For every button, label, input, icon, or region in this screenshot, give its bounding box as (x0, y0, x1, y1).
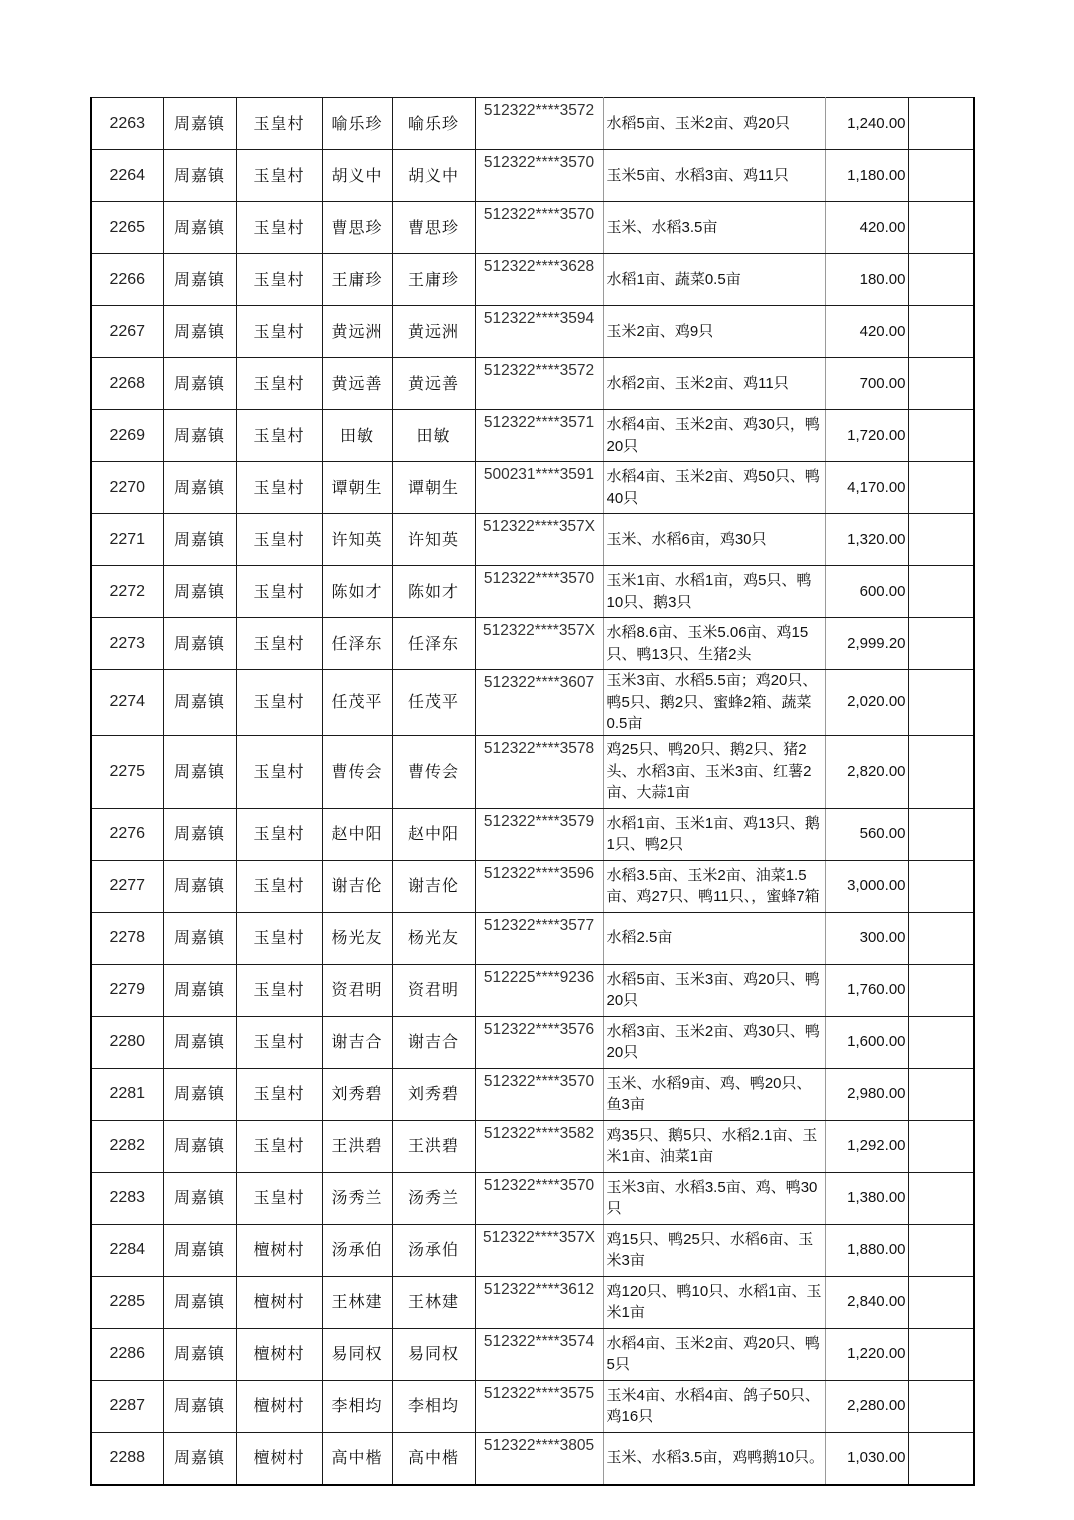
note-cell (908, 514, 974, 566)
items-text: 玉米3亩、水稻3.5亩、鸡、鸭30只 (606, 1178, 818, 1217)
row-number: 2275 (91, 735, 163, 808)
amount-cell: 1,380.00 (825, 1172, 908, 1224)
items-cell (603, 1224, 825, 1276)
amount-cell: 700.00 (825, 358, 908, 410)
items-cell (603, 98, 825, 150)
amount-cell: 600.00 (825, 566, 908, 618)
items-text: 水稻3亩、玉米2亩、鸡30只、鸭20只 (606, 1022, 820, 1061)
table-row (91, 306, 974, 358)
town-cell: 周嘉镇 (163, 1328, 236, 1380)
id-number-cell: 512322****3607 (475, 670, 603, 736)
table-row (91, 150, 974, 202)
name-cell: 田敏 (322, 410, 392, 462)
items-text: 水稻5亩、玉米2亩、鸡20只 (606, 114, 790, 132)
table-row (91, 670, 974, 736)
table-row (91, 566, 974, 618)
table-row (91, 1276, 974, 1328)
row-number: 2277 (91, 860, 163, 912)
payee-cell: 喻乐珍 (392, 98, 475, 150)
village-cell: 玉皇村 (236, 808, 322, 860)
village-cell: 檀树村 (236, 1432, 322, 1485)
items-cell (603, 306, 825, 358)
table-row (91, 1068, 974, 1120)
payee-cell: 黄远洲 (392, 306, 475, 358)
note-cell (908, 808, 974, 860)
id-number-cell: 512225****9236 (475, 964, 603, 1016)
row-number: 2265 (91, 202, 163, 254)
items-text: 玉米3亩、水稻5.5亩；鸡20只、鸭5只、鹅2只、蜜蜂2箱、蔬菜0.5亩 (606, 672, 818, 732)
table-row (91, 410, 974, 462)
row-number: 2263 (91, 98, 163, 150)
payee-cell: 汤承伯 (392, 1224, 475, 1276)
note-cell (908, 410, 974, 462)
town-cell: 周嘉镇 (163, 1380, 236, 1432)
items-text: 水稻3.5亩、玉米2亩、油菜1.5亩、鸡27只、鸭11只、，蜜蜂7箱 (606, 866, 820, 905)
note-cell (908, 1380, 974, 1432)
town-cell: 周嘉镇 (163, 1276, 236, 1328)
items-cell (603, 566, 825, 618)
town-cell: 周嘉镇 (163, 964, 236, 1016)
items-cell (603, 462, 825, 514)
payee-cell: 杨光友 (392, 912, 475, 964)
note-cell (908, 1328, 974, 1380)
amount-cell: 1,720.00 (825, 410, 908, 462)
table-row (91, 98, 974, 150)
town-cell: 周嘉镇 (163, 410, 236, 462)
village-cell: 玉皇村 (236, 1016, 322, 1068)
table-row (91, 618, 974, 670)
items-cell (603, 1432, 825, 1485)
village-cell: 玉皇村 (236, 150, 322, 202)
payee-cell: 汤秀兰 (392, 1172, 475, 1224)
row-number: 2279 (91, 964, 163, 1016)
name-cell: 李相均 (322, 1380, 392, 1432)
town-cell: 周嘉镇 (163, 1120, 236, 1172)
payee-cell: 资君明 (392, 964, 475, 1016)
village-cell: 玉皇村 (236, 735, 322, 808)
name-cell: 杨光友 (322, 912, 392, 964)
amount-cell: 1,220.00 (825, 1328, 908, 1380)
id-number-cell: 512322****3578 (475, 735, 603, 808)
table-row (91, 462, 974, 514)
id-number-cell: 512322****3576 (475, 1016, 603, 1068)
name-cell: 王庸珍 (322, 254, 392, 306)
items-cell (603, 202, 825, 254)
village-cell: 玉皇村 (236, 1068, 322, 1120)
row-number: 2280 (91, 1016, 163, 1068)
items-cell (603, 735, 825, 808)
payee-cell: 王林建 (392, 1276, 475, 1328)
items-cell (603, 1016, 825, 1068)
amount-cell: 420.00 (825, 202, 908, 254)
name-cell: 王林建 (322, 1276, 392, 1328)
payee-cell: 易同权 (392, 1328, 475, 1380)
id-number-cell: 512322****3572 (475, 98, 603, 150)
row-number: 2278 (91, 912, 163, 964)
id-number-cell: 512322****3570 (475, 1172, 603, 1224)
items-text: 玉米1亩、水稻1亩，鸡5只、鸭10只、鹅3只 (606, 572, 812, 611)
amount-cell: 2,280.00 (825, 1380, 908, 1432)
row-number: 2272 (91, 566, 163, 618)
payee-cell: 刘秀碧 (392, 1068, 475, 1120)
village-cell: 玉皇村 (236, 410, 322, 462)
note-cell (908, 202, 974, 254)
name-cell: 喻乐珍 (322, 98, 392, 150)
payee-cell: 王庸珍 (392, 254, 475, 306)
table-row (91, 912, 974, 964)
note-cell (908, 912, 974, 964)
name-cell: 黄远善 (322, 358, 392, 410)
items-cell (603, 912, 825, 964)
town-cell: 周嘉镇 (163, 254, 236, 306)
items-cell (603, 670, 825, 736)
items-text: 玉米、水稻3.5亩 (606, 218, 718, 236)
id-number-cell: 512322****357X (475, 1224, 603, 1276)
name-cell: 任茂平 (322, 670, 392, 736)
amount-cell: 1,600.00 (825, 1016, 908, 1068)
village-cell: 玉皇村 (236, 912, 322, 964)
name-cell: 汤秀兰 (322, 1172, 392, 1224)
table-row (91, 1016, 974, 1068)
id-number-cell: 512322****3572 (475, 358, 603, 410)
payee-cell: 田敏 (392, 410, 475, 462)
name-cell: 易同权 (322, 1328, 392, 1380)
id-number-cell: 512322****3577 (475, 912, 603, 964)
items-text: 水稻1亩、蔬菜0.5亩 (606, 270, 741, 288)
amount-cell: 1,180.00 (825, 150, 908, 202)
amount-cell: 1,292.00 (825, 1120, 908, 1172)
town-cell: 周嘉镇 (163, 808, 236, 860)
name-cell: 赵中阳 (322, 808, 392, 860)
items-text: 玉米、水稻3.5亩，鸡鸭鹅10只。 (606, 1449, 825, 1467)
id-number-cell: 512322****3570 (475, 150, 603, 202)
town-cell: 周嘉镇 (163, 670, 236, 736)
id-number-cell: 512322****3579 (475, 808, 603, 860)
items-text: 鸡120只、鸭10只、水稻1亩、玉米1亩 (606, 1282, 822, 1321)
name-cell: 曹传会 (322, 735, 392, 808)
village-cell: 玉皇村 (236, 462, 322, 514)
village-cell: 檀树村 (236, 1276, 322, 1328)
items-text: 玉米5亩、水稻3亩、鸡11只 (606, 166, 789, 184)
row-number: 2282 (91, 1120, 163, 1172)
items-text: 鸡25只、鸭20只、鹅2只、猪2头、水稻3亩、玉米3亩、红薯2亩、大蒜1亩 (606, 741, 812, 802)
items-text: 水稻2亩、玉米2亩、鸡11只 (606, 374, 789, 392)
amount-cell: 1,030.00 (825, 1432, 908, 1485)
id-number-cell: 512322****3571 (475, 410, 603, 462)
town-cell: 周嘉镇 (163, 566, 236, 618)
payee-cell: 谭朝生 (392, 462, 475, 514)
name-cell: 曹思珍 (322, 202, 392, 254)
note-cell (908, 462, 974, 514)
row-number: 2264 (91, 150, 163, 202)
note-cell (908, 735, 974, 808)
items-cell (603, 1328, 825, 1380)
row-number: 2288 (91, 1432, 163, 1485)
items-cell (603, 358, 825, 410)
town-cell: 周嘉镇 (163, 1224, 236, 1276)
items-text: 水稻4亩、玉米2亩、鸡30只，鸭20只 (606, 416, 820, 455)
note-cell (908, 566, 974, 618)
items-cell (603, 410, 825, 462)
town-cell: 周嘉镇 (163, 1016, 236, 1068)
town-cell: 周嘉镇 (163, 98, 236, 150)
name-cell: 谭朝生 (322, 462, 392, 514)
name-cell: 高中楷 (322, 1432, 392, 1485)
note-cell (908, 1068, 974, 1120)
row-number: 2274 (91, 670, 163, 736)
village-cell: 玉皇村 (236, 566, 322, 618)
table-row (91, 358, 974, 410)
village-cell: 玉皇村 (236, 860, 322, 912)
id-number-cell: 512322****3594 (475, 306, 603, 358)
amount-cell: 4,170.00 (825, 462, 908, 514)
note-cell (908, 964, 974, 1016)
payee-cell: 曹传会 (392, 735, 475, 808)
amount-cell: 560.00 (825, 808, 908, 860)
items-cell (603, 514, 825, 566)
id-number-cell: 512322****3570 (475, 1068, 603, 1120)
note-cell (908, 1016, 974, 1068)
items-cell (603, 1380, 825, 1432)
row-number: 2287 (91, 1380, 163, 1432)
table-row (91, 1328, 974, 1380)
note-cell (908, 1276, 974, 1328)
amount-cell: 1,880.00 (825, 1224, 908, 1276)
village-cell: 玉皇村 (236, 358, 322, 410)
note-cell (908, 618, 974, 670)
payee-cell: 任茂平 (392, 670, 475, 736)
row-number: 2286 (91, 1328, 163, 1380)
row-number: 2283 (91, 1172, 163, 1224)
amount-cell: 420.00 (825, 306, 908, 358)
village-cell: 檀树村 (236, 1328, 322, 1380)
items-text: 玉米4亩、水稻4亩、鸽子50只、鸡16只 (606, 1386, 820, 1425)
payee-cell: 胡义中 (392, 150, 475, 202)
id-number-cell: 512322****3574 (475, 1328, 603, 1380)
table-row (91, 1380, 974, 1432)
items-cell (603, 618, 825, 670)
row-number: 2268 (91, 358, 163, 410)
town-cell: 周嘉镇 (163, 1068, 236, 1120)
note-cell (908, 1224, 974, 1276)
village-cell: 玉皇村 (236, 1172, 322, 1224)
town-cell: 周嘉镇 (163, 860, 236, 912)
subsidy-table (90, 97, 975, 1486)
row-number: 2281 (91, 1068, 163, 1120)
amount-cell: 300.00 (825, 912, 908, 964)
town-cell: 周嘉镇 (163, 912, 236, 964)
amount-cell: 2,820.00 (825, 735, 908, 808)
note-cell (908, 254, 974, 306)
village-cell: 檀树村 (236, 1224, 322, 1276)
amount-cell: 1,760.00 (825, 964, 908, 1016)
payee-cell: 王洪碧 (392, 1120, 475, 1172)
village-cell: 玉皇村 (236, 1120, 322, 1172)
payee-cell: 李相均 (392, 1380, 475, 1432)
payee-cell: 谢吉合 (392, 1016, 475, 1068)
items-cell (603, 254, 825, 306)
table-row (91, 514, 974, 566)
payee-cell: 曹思珍 (392, 202, 475, 254)
table-row (91, 1172, 974, 1224)
row-number: 2285 (91, 1276, 163, 1328)
village-cell: 玉皇村 (236, 254, 322, 306)
name-cell: 胡义中 (322, 150, 392, 202)
town-cell: 周嘉镇 (163, 202, 236, 254)
name-cell: 资君明 (322, 964, 392, 1016)
row-number: 2273 (91, 618, 163, 670)
amount-cell: 2,999.20 (825, 618, 908, 670)
payee-cell: 高中楷 (392, 1432, 475, 1485)
id-number-cell: 500231****3591 (475, 462, 603, 514)
town-cell: 周嘉镇 (163, 462, 236, 514)
note-cell (908, 1172, 974, 1224)
name-cell: 许知英 (322, 514, 392, 566)
id-number-cell: 512322****3575 (475, 1380, 603, 1432)
items-cell (603, 1172, 825, 1224)
table-row (91, 964, 974, 1016)
items-text: 水稻5亩、玉米3亩、鸡20只、鸭20只 (606, 970, 820, 1009)
id-number-cell: 512322****3596 (475, 860, 603, 912)
row-number: 2270 (91, 462, 163, 514)
town-cell: 周嘉镇 (163, 618, 236, 670)
note-cell (908, 1432, 974, 1485)
village-cell: 玉皇村 (236, 202, 322, 254)
id-number-cell: 512322****3582 (475, 1120, 603, 1172)
town-cell: 周嘉镇 (163, 1432, 236, 1485)
items-cell (603, 1120, 825, 1172)
row-number: 2276 (91, 808, 163, 860)
items-text: 水稻1亩、玉米1亩、鸡13只、鹅1只、鸭2只 (606, 814, 820, 853)
town-cell: 周嘉镇 (163, 358, 236, 410)
table-row (91, 202, 974, 254)
row-number: 2284 (91, 1224, 163, 1276)
village-cell: 玉皇村 (236, 514, 322, 566)
items-text: 鸡15只、鸭25只、水稻6亩、玉米3亩 (606, 1230, 814, 1269)
row-number: 2271 (91, 514, 163, 566)
table-row (91, 860, 974, 912)
table-row (91, 808, 974, 860)
table-row (91, 254, 974, 306)
row-number: 2267 (91, 306, 163, 358)
amount-cell: 2,020.00 (825, 670, 908, 736)
items-text: 玉米、水稻6亩，鸡30只 (606, 530, 767, 548)
town-cell: 周嘉镇 (163, 306, 236, 358)
town-cell: 周嘉镇 (163, 514, 236, 566)
village-cell: 玉皇村 (236, 670, 322, 736)
name-cell: 谢吉伦 (322, 860, 392, 912)
village-cell: 玉皇村 (236, 98, 322, 150)
payee-cell: 陈如才 (392, 566, 475, 618)
village-cell: 玉皇村 (236, 964, 322, 1016)
items-text: 玉米、水稻9亩、鸡、鸭20只、鱼3亩 (606, 1074, 812, 1113)
name-cell: 黄远洲 (322, 306, 392, 358)
row-number: 2266 (91, 254, 163, 306)
name-cell: 王洪碧 (322, 1120, 392, 1172)
id-number-cell: 512322****357X (475, 514, 603, 566)
note-cell (908, 670, 974, 736)
items-text: 水稻8.6亩、玉米5.06亩、鸡15只、鸭13只、生猪2头 (606, 624, 809, 663)
table-row (91, 1224, 974, 1276)
amount-cell: 1,320.00 (825, 514, 908, 566)
name-cell: 汤承伯 (322, 1224, 392, 1276)
id-number-cell: 512322****3628 (475, 254, 603, 306)
name-cell: 刘秀碧 (322, 1068, 392, 1120)
items-cell (603, 150, 825, 202)
note-cell (908, 860, 974, 912)
amount-cell: 3,000.00 (825, 860, 908, 912)
payee-cell: 黄远善 (392, 358, 475, 410)
name-cell: 陈如才 (322, 566, 392, 618)
items-cell (603, 1276, 825, 1328)
id-number-cell: 512322****3805 (475, 1432, 603, 1485)
amount-cell: 1,240.00 (825, 98, 908, 150)
items-cell (603, 860, 825, 912)
payee-cell: 谢吉伦 (392, 860, 475, 912)
table-body (91, 98, 974, 1485)
table-row (91, 1432, 974, 1485)
village-cell: 檀树村 (236, 1380, 322, 1432)
items-text: 水稻2.5亩 (606, 929, 673, 947)
items-cell (603, 808, 825, 860)
note-cell (908, 306, 974, 358)
note-cell (908, 1120, 974, 1172)
id-number-cell: 512322****3612 (475, 1276, 603, 1328)
items-text: 鸡35只、鹅5只、水稻2.1亩、玉米1亩、油菜1亩 (606, 1126, 818, 1165)
payee-cell: 许知英 (392, 514, 475, 566)
name-cell: 谢吉合 (322, 1016, 392, 1068)
items-cell (603, 1068, 825, 1120)
payee-cell: 赵中阳 (392, 808, 475, 860)
amount-cell: 2,980.00 (825, 1068, 908, 1120)
row-number: 2269 (91, 410, 163, 462)
items-text: 玉米2亩、鸡9只 (606, 322, 714, 340)
town-cell: 周嘉镇 (163, 150, 236, 202)
id-number-cell: 512322****3570 (475, 202, 603, 254)
town-cell: 周嘉镇 (163, 735, 236, 808)
amount-cell: 180.00 (825, 254, 908, 306)
note-cell (908, 358, 974, 410)
note-cell (908, 98, 974, 150)
id-number-cell: 512322****357X (475, 618, 603, 670)
amount-cell: 2,840.00 (825, 1276, 908, 1328)
payee-cell: 任泽东 (392, 618, 475, 670)
table-row (91, 1120, 974, 1172)
items-text: 水稻4亩、玉米2亩、鸡50只、鸭40只 (606, 468, 820, 507)
items-text: 水稻4亩、玉米2亩、鸡20只、鸭5只 (606, 1334, 820, 1373)
items-cell (603, 964, 825, 1016)
note-cell (908, 150, 974, 202)
village-cell: 玉皇村 (236, 306, 322, 358)
village-cell: 玉皇村 (236, 618, 322, 670)
table-row (91, 735, 974, 808)
town-cell: 周嘉镇 (163, 1172, 236, 1224)
id-number-cell: 512322****3570 (475, 566, 603, 618)
name-cell: 任泽东 (322, 618, 392, 670)
